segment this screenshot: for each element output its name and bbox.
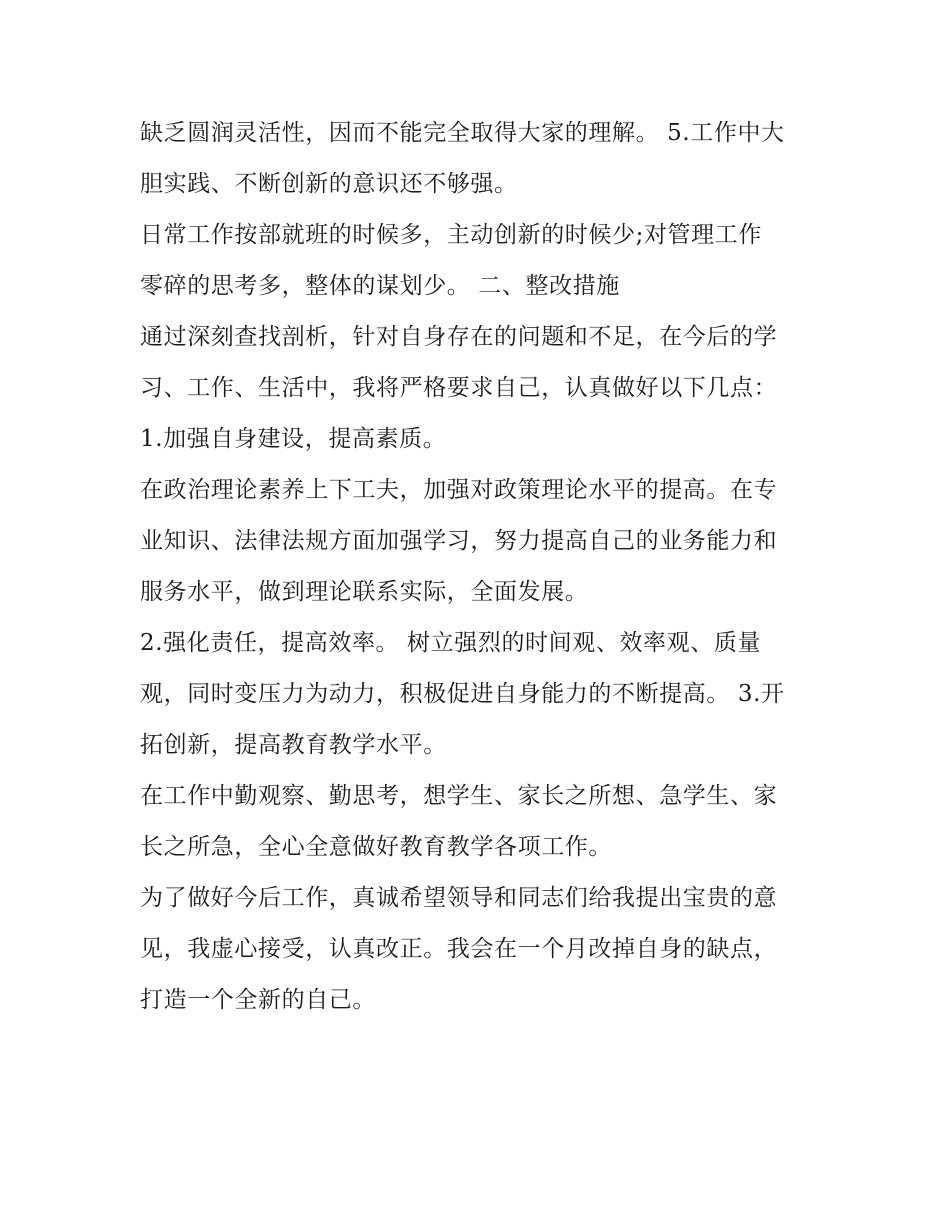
text-line: 1.加强自身建设，提高素质。: [140, 426, 447, 452]
text-line: 日常工作按部就班的时候多，主动创新的时候少;对管理工作: [140, 222, 762, 248]
text-line: 服务水平，做到理论联系实际，全面发展。: [140, 579, 589, 605]
text-line: 业知识、法律法规方面加强学习，努力提高自己的业务能力和: [140, 528, 778, 554]
document-body: [140, 108, 820, 1026]
text-line: 打造一个全新的自己。: [140, 987, 376, 1013]
text-line: 拓创新，提高教育教学水平。: [140, 732, 447, 758]
text-line: 缺乏圆润灵活性，因而不能完全取得大家的理解。 5.工作中大: [140, 120, 785, 146]
text-line: 为了做好今后工作，真诚希望领导和同志们给我提出宝贵的意: [140, 885, 778, 911]
text-line: 2.强化责任，提高效率。 树立强烈的时间观、效率观、质量: [140, 630, 762, 656]
text-line: 习、工作、生活中，我将严格要求自己，认真做好以下几点：: [140, 375, 778, 401]
text-line: 零碎的思考多，整体的谋划少。 二、整改措施: [140, 273, 620, 299]
text-line: 胆实践、不断创新的意识还不够强。: [140, 171, 518, 197]
text-line: 见，我虚心接受，认真改正。我会在一个月改掉自身的缺点，: [140, 936, 778, 962]
text-line: 在政治理论素养上下工夫，加强对政策理论水平的提高。在专: [140, 477, 778, 503]
text-line: 观，同时变压力为动力，积极促进自身能力的不断提高。 3.开: [140, 681, 785, 707]
text-line: 长之所急，全心全意做好教育教学各项工作。: [140, 834, 612, 860]
text-line: 通过深刻查找剖析，针对自身存在的问题和不足，在今后的学: [140, 324, 778, 350]
text-line: 在工作中勤观察、勤思考，想学生、家长之所想、急学生、家: [140, 783, 778, 809]
